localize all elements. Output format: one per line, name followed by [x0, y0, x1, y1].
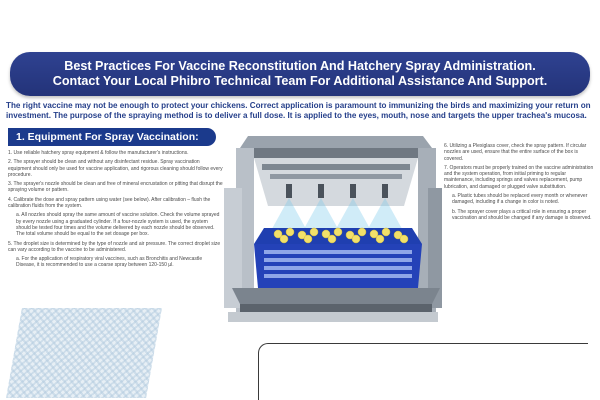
spray-machine-illustration: [218, 128, 444, 338]
list-subitem: a. For the application of respiratory viral vaccines, such as Bronchitis and Newcastle Disease, it is recommended to use a coarse spray between 120-150 µl.: [16, 256, 203, 269]
list-item: 6. Utilizing a Plexiglass cover, check the spray pattern. If circular nozzles are used, ensure that the entire surface of the box is covered.: [444, 143, 587, 162]
list-item: 3. The sprayer's nozzle should be clean and free of mineral encrustation or pitting that disrupt the spraying volume or pattern.: [8, 181, 223, 194]
list-item: 7. Operators must be properly trained on the vaccine administration and the system operation, from initial priming to regular maintenance, including springs and valves replacement, pump lubrication, and damaged or plugged valve substitution.: [444, 164, 594, 190]
machine-top-frame-front: [240, 148, 432, 158]
conveyor: [232, 288, 440, 304]
next-section-frame: [258, 343, 588, 400]
left-instructions: [8, 150, 223, 272]
machine-top-frame: [240, 136, 432, 148]
machine-rail: [270, 174, 402, 179]
mesh-tray-illustration: [6, 308, 162, 398]
banner-line-1: Best Practices For Vaccine Reconstitution And Hatchery Spray Administration.: [64, 59, 536, 73]
machine-floor: [228, 312, 438, 322]
list-subitem: b. The sprayer cover plays a critical role in ensuring a proper vaccination and should be changed if any damage is observed.: [452, 208, 592, 221]
list-subitem: a. Plastic tubes should be replaced every month or whenever damaged, including if a change in color is noted.: [452, 193, 588, 206]
section-heading: 1. Equipment For Spray Vaccination:: [8, 128, 216, 146]
title-banner: [10, 52, 590, 96]
list-item: 2. The sprayer should be clean and without any disinfectant residue. Spray vaccination equipment should only be used for vaccine application, and rigorous cleaning should follow every procedure.: [8, 159, 223, 178]
intro-paragraph: The right vaccine may not be enough to protect your chickens. Correct application is paramount to immunizing the birds and maximizing your return on investment. The purpose of the spraying method is to deliver a full dose. It is applied to the eyes, mouth, nose and targets the upper trachea's mucosa.: [6, 101, 591, 120]
list-item: 4. Calibrate the dose and spray pattern using water (see below). After calibration – flush the calibration fluids from the system.: [8, 196, 211, 210]
list-item: 1. Use reliable hatchery spray equipment & follow the manufacturer's instructions.: [8, 150, 189, 156]
right-instructions: [444, 143, 596, 224]
banner-line-2: Contact Your Local Phibro Technical Team For Additional Assistance And Support.: [52, 74, 548, 88]
conveyor-base: [240, 304, 432, 312]
list-item: 5. The droplet size is determined by the type of nozzle and air pressure. The correct droplet size can vary according to the vaccine to be administered.: [8, 240, 221, 253]
machine-rail: [262, 164, 410, 170]
list-subitem: a. All nozzles should spray the same amount of vaccine solution. Check the volume sprayed by every nozzle using a graduated cylinder. If a four-nozzle system is used, the system should be tested four times and the volume delivered by each nozzle should be observed. The total volume should be equal to the set dosage per box.: [16, 212, 220, 238]
